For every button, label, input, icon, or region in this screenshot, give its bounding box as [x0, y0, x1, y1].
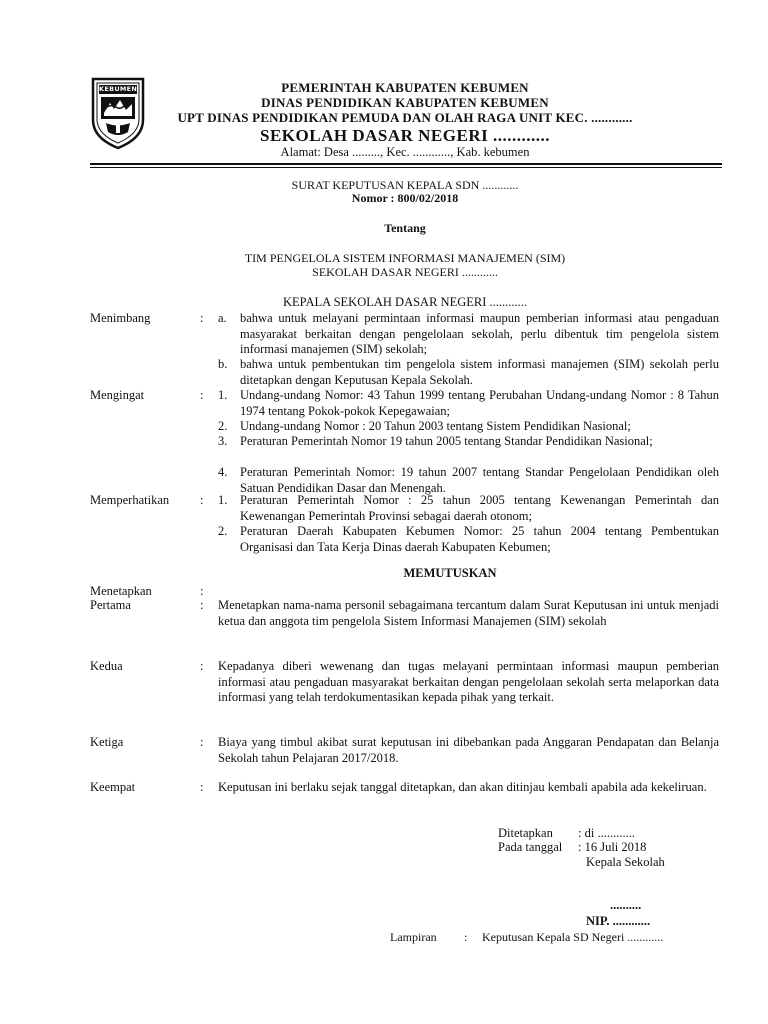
decree-subject-line1: TIM PENGELOLA SISTEM INFORMASI MANAJEMEN (SIM) — [244, 251, 566, 265]
signature-position: Kepala Sekolah — [586, 855, 665, 869]
decision-label: Kedua — [90, 659, 123, 673]
menimbang-colon: : — [200, 311, 204, 325]
memperhatikan-item-text: Peraturan Pemerintah Nomor : 25 tahun 2005 tentang Kewenangan Pemerintah dan Kewenangan Pemerintah Provinsi sebagai daerah otonom; — [240, 493, 719, 523]
letterhead-government: PEMERINTAH KABUPATEN KEBUMEN — [281, 80, 529, 95]
signature-place-label: Ditetapkan — [498, 826, 553, 840]
memperhatikan-item-marker: 2. — [218, 524, 228, 538]
decision-colon: : — [200, 659, 204, 673]
menimbang-item-text: bahwa untuk pembentukan tim pengelola sistem informasi manajemen (SIM) sekolah perlu ditetapkan dengan Keputusan Kepala Sekolah. — [240, 357, 719, 387]
signature-date-value: : 16 Juli 2018 — [578, 840, 647, 854]
letterhead-rule-thick — [90, 163, 722, 165]
letterhead-department: DINAS PENDIDIKAN KABUPATEN KEBUMEN — [261, 95, 549, 110]
mengingat-item-marker: 2. — [218, 419, 228, 433]
menetapkan-label: Menetapkan — [90, 584, 152, 598]
mengingat-item-text: Peraturan Pemerintah Nomor: 19 tahun 2007 tentang Standar Pengelolaan Pendidikan oleh Satuan Pendidikan Dasar dan Menengah. — [240, 465, 719, 495]
letterhead-address: Alamat: Desa ........., Kec. ............, Kab. kebumen — [280, 145, 530, 159]
signature-date-label: Pada tanggal — [498, 840, 563, 854]
letterhead-school: SEKOLAH DASAR NEGERI ............ — [260, 126, 550, 145]
mengingat-colon: : — [200, 388, 204, 402]
memperhatikan-item-text: Peraturan Daerah Kabupaten Kebumen Nomor: 25 tahun 2004 tentang Pembentukan Organisasi dan Tata Kerja Dinas daerah Kabupaten Kebumen; — [240, 524, 719, 554]
menetapkan-colon: : — [200, 584, 204, 598]
decision-text: Keputusan ini berlaku sejak tanggal ditetapkan, dan akan ditinjau kembali apabila ada kekeliruan. — [218, 780, 707, 794]
decision-label: Pertama — [90, 598, 131, 612]
mengingat-item-marker: 4. — [218, 465, 228, 479]
memperhatikan-label: Memperhatikan — [90, 493, 170, 507]
memperhatikan-item-marker: 1. — [218, 493, 228, 507]
decision-text: Biaya yang timbul akibat surat keputusan ini dibebankan pada Anggaran Pendapatan dan Belanja Sekolah tahun Pelajaran 2017/2018. — [218, 735, 719, 765]
menimbang-label: Menimbang — [90, 311, 151, 325]
mengingat-item-text: Peraturan Pemerintah Nomor 19 tahun 2005 tentang Standar Pendidikan Nasional; — [240, 434, 653, 448]
logo-lettering: KEBUMEN — [99, 85, 138, 93]
signature-nip: NIP. ............ — [586, 914, 651, 928]
decree-tentang: Tentang — [384, 221, 426, 235]
memperhatikan-colon: : — [200, 493, 204, 507]
signature-place-value: : di ............ — [578, 826, 635, 840]
lampiran-colon: : — [464, 930, 468, 944]
letterhead-unit: UPT DINAS PENDIDIKAN PEMUDA DAN OLAH RAGA UNIT KEC. ............ — [177, 110, 633, 125]
decision-text: Menetapkan nama-nama personil sebagaimana tercantum dalam Surat Keputusan ini untuk menjadi ketua dan anggota tim pengelola Sistem Informasi Manajemen (SIM) sekolah — [218, 598, 719, 628]
mengingat-item-marker: 1. — [218, 388, 228, 402]
decree-subject-line2: SEKOLAH DASAR NEGERI ............ — [312, 265, 498, 279]
signature-name: .......... — [610, 898, 642, 912]
decree-number: Nomor : 800/02/2018 — [351, 191, 459, 205]
menimbang-item-marker: a. — [218, 311, 227, 325]
decision-colon: : — [200, 780, 204, 794]
lampiran-text: Keputusan Kepala SD Negeri ............ — [482, 930, 664, 944]
mengingat-item-marker: 3. — [218, 434, 228, 448]
menimbang-item-marker: b. — [218, 357, 228, 371]
menimbang-item-text: bahwa untuk melayani permintaan informasi maupun pemberian informasi atau pengaduan masyarakat berkaitan dengan pengelolaan sekolah, perlu dibentuk tim pengelola sistem informasi manajemen (SIM) sekolah; — [240, 311, 719, 356]
letterhead-rule-thin — [90, 167, 722, 168]
mengingat-item-text: Undang-undang Nomor : 20 Tahun 2003 tentang Sistem Pendidikan Nasional; — [240, 419, 631, 433]
memutuskan-heading: MEMUTUSKAN — [403, 566, 497, 580]
lampiran-label: Lampiran — [390, 930, 437, 944]
decision-label: Ketiga — [90, 735, 124, 749]
decree-issuer: KEPALA SEKOLAH DASAR NEGERI ............ — [283, 295, 527, 309]
decree-title: SURAT KEPUTUSAN KEPALA SDN ............ — [291, 178, 519, 192]
decision-text: Kepadanya diberi wewenang dan tugas melayani permintaan informasi maupun pemberian informasi atau pengaduan masyarakat berkaitan dengan pengelolaan sekolah serta melaporkan data informasi yang telah terdokumentasikan kepada pihak yang terkait. — [218, 659, 719, 704]
mengingat-label: Mengingat — [90, 388, 145, 402]
mengingat-item-text: Undang-undang Nomor: 43 Tahun 1999 tentang Perubahan Undang-undang Nomor : 8 Tahun 1974 tentang Pokok-pokok Kepegawaian; — [240, 388, 719, 418]
decision-colon: : — [200, 598, 204, 612]
decision-colon: : — [200, 735, 204, 749]
decision-label: Keempat — [90, 780, 136, 794]
